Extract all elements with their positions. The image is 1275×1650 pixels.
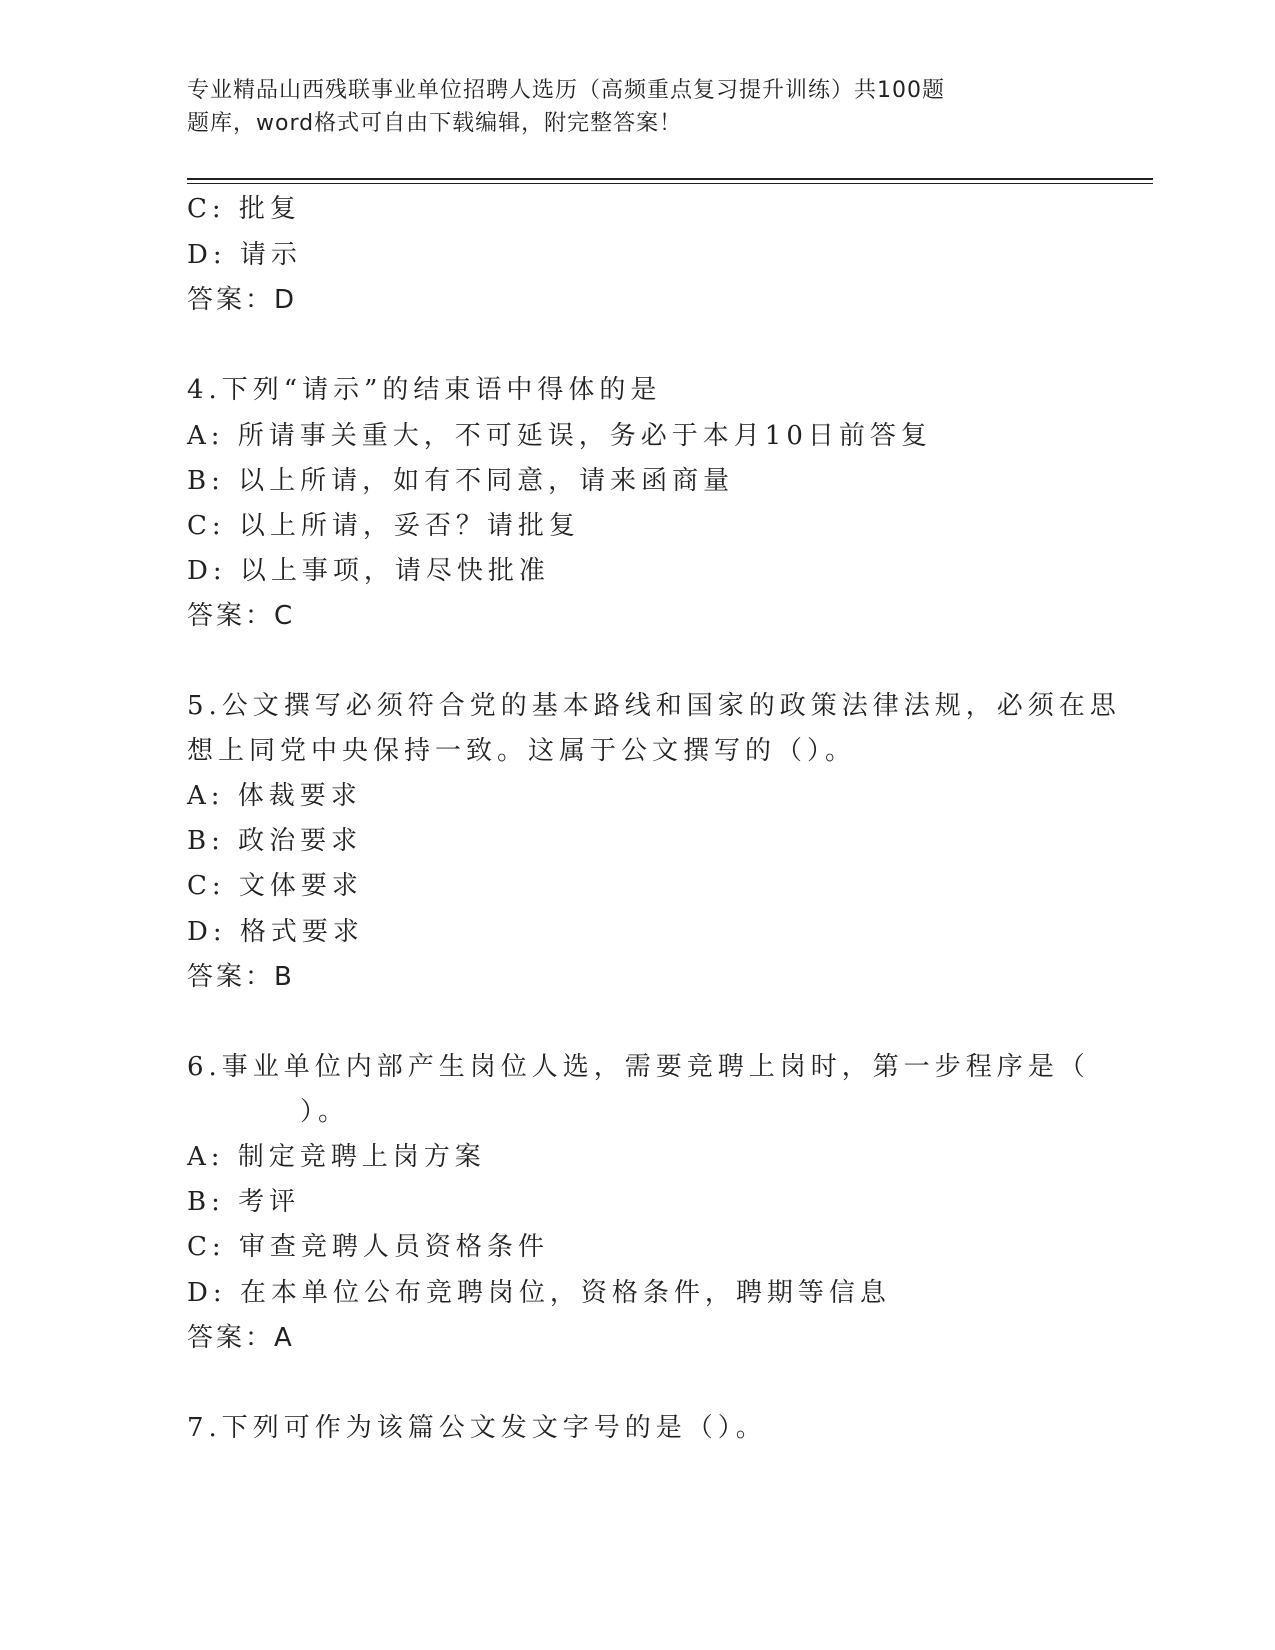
option-a: A: 体裁要求 <box>187 781 362 811</box>
header-title-line-2: 题库，word格式可自由下载编辑，附完整答案！ <box>187 111 683 136</box>
option-c: C: 批复 <box>187 194 301 224</box>
question-stem-line-2: ）。 <box>300 1097 350 1127</box>
question-stem-line-1: 6.事业单位内部产生岗位人选，需要竞聘上岗时，第一步程序是（ <box>187 1052 1090 1082</box>
document-header <box>187 74 1067 140</box>
option-d: D: 格式要求 <box>187 917 364 947</box>
option-d: D: 在本单位公布竞聘岗位，资格条件，聘期等信息 <box>187 1278 891 1308</box>
option-b: B: 考评 <box>187 1187 301 1217</box>
option-c: C: 文体要求 <box>187 871 363 901</box>
answer: 答案：C <box>187 601 296 631</box>
header-divider-thick <box>187 178 1153 180</box>
option-b: B: 以上所请，如有不同意，请来函商量 <box>187 466 735 496</box>
option-c: C: 审查竞聘人员资格条件 <box>187 1232 549 1262</box>
option-a: A: 制定竞聘上岗方案 <box>187 1142 486 1172</box>
option-c: C: 以上所请，妥否？请批复 <box>187 511 580 541</box>
option-d: D: 请示 <box>187 240 302 270</box>
answer: 答案：D <box>187 285 298 315</box>
option-a: A: 所请事关重大，不可延误，务必于本月10日前答复 <box>187 421 932 451</box>
answer: 答案：A <box>187 1323 295 1353</box>
question-stem: 7.下列可作为该篇公文发文字号的是（）。 <box>187 1413 767 1443</box>
option-d: D: 以上事项，请尽快批准 <box>187 556 550 586</box>
question-stem: 4.下列“请示”的结束语中得体的是 <box>187 375 662 405</box>
header-title-line-1: 专业精品山西残联事业单位招聘人选历（高频重点复习提升训练）共100题 <box>187 78 945 103</box>
option-b: B: 政治要求 <box>187 826 363 856</box>
question-stem-line-2: 想上同党中央保持一致。这属于公文撰写的（）。 <box>187 736 857 766</box>
header-divider-thin <box>187 183 1153 184</box>
question-stem-line-1: 5.公文撰写必须符合党的基本路线和国家的政策法律法规，必须在思 <box>187 691 1121 721</box>
answer: 答案：B <box>187 962 295 992</box>
